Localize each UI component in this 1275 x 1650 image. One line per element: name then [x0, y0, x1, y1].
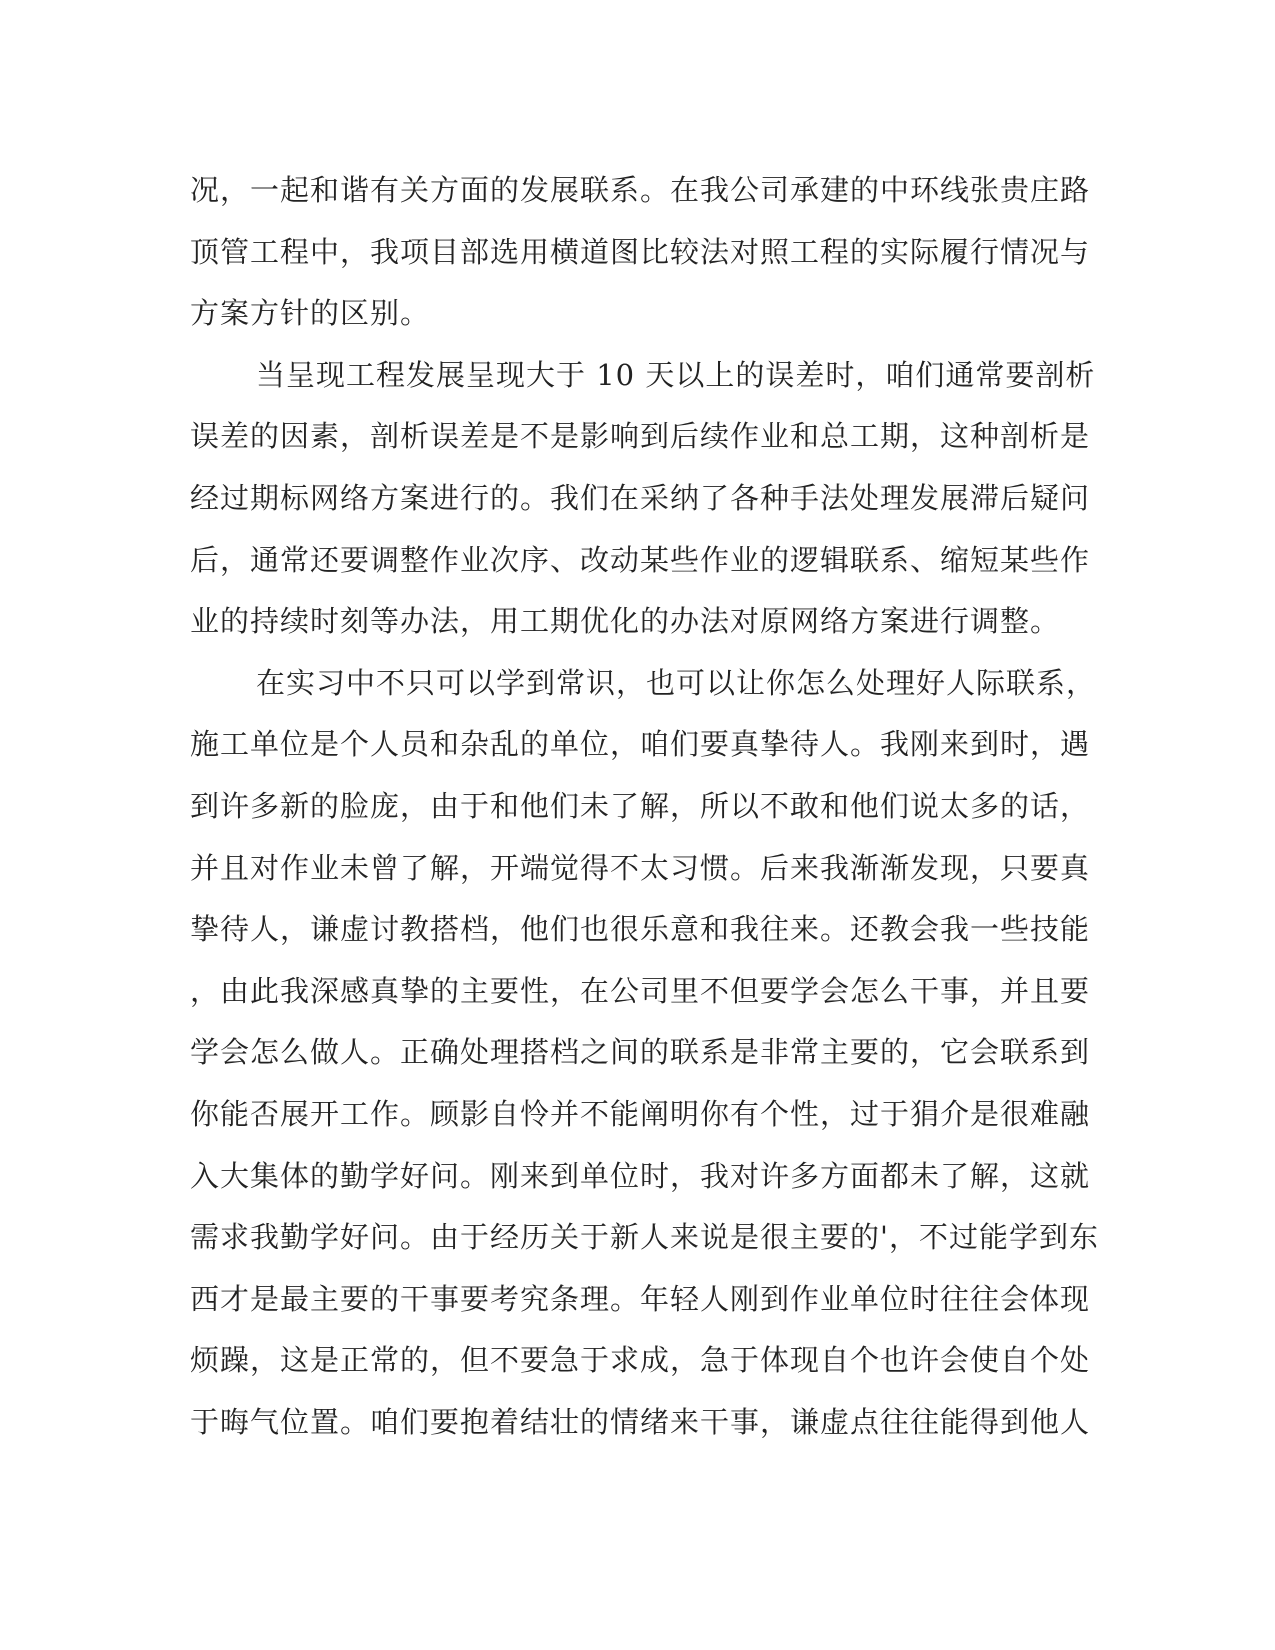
text-line: 入大集体的勤学好问。刚来到单位时，我对许多方面都未了解，这就: [190, 1158, 1091, 1193]
text-line: 顶管工程中，我项目部选用横道图比较法对照工程的实际履行情况与: [190, 234, 1091, 269]
text-line: 况，一起和谐有关方面的发展联系。在我公司承建的中环线张贵庄路: [190, 173, 1091, 207]
text-line: 方案方针的区别。: [190, 296, 431, 331]
text-line: 挚待人，谦虚讨教搭档，他们也很乐意和我往来。还教会我一些技能: [190, 912, 1091, 947]
text-line: 到许多新的脸庞，由于和他们未了解，所以不敢和他们说太多的话，: [190, 788, 1091, 823]
text-line: 后，通常还要调整作业次序、改动某些作业的逻辑联系、缩短某些作: [190, 542, 1091, 577]
body-text: [190, 160, 1099, 1453]
text-line: ，由此我深感真挚的主要性，在公司里不但要学会怎么干事，并且要: [190, 973, 1091, 1008]
text-line: 烦躁，这是正常的，但不要急于求成，急于体现自个也许会使自个处: [190, 1343, 1091, 1378]
text-line: 你能否展开工作。顾影自怜并不能阐明你有个性，过于狷介是很难融: [190, 1096, 1091, 1131]
text-line: 西才是最主要的干事要考究条理。年轻人刚到作业单位时往往会体现: [190, 1281, 1091, 1316]
paragraph-start-line: 在实习中不只可以学到常识，也可以让你怎么处理好人际联系，: [256, 665, 1097, 700]
text-line: 学会怎么做人。正确处理搭档之间的联系是非常主要的，它会联系到: [190, 1035, 1091, 1070]
text-line: 业的持续时刻等办法，用工期优化的办法对原网络方案进行调整。: [190, 604, 1061, 639]
text-line: 于晦气位置。咱们要抱着结壮的情绪来干事，谦虚点往往能得到他人: [190, 1404, 1091, 1439]
text-line: 需求我勤学好问。由于经历关于新人来说是很主要的'，不过能学到东: [190, 1220, 1099, 1255]
text-line: 经过期标网络方案进行的。我们在采纳了各种手法处理发展滞后疑问: [190, 480, 1091, 515]
text-line: 并且对作业未曾了解，开端觉得不太习惯。后来我渐渐发现，只要真: [190, 850, 1091, 885]
text-line: 误差的因素，剖析误差是不是影响到后续作业和总工期，这种剖析是: [190, 419, 1091, 454]
text-line: 施工单位是个人员和杂乱的单位，咱们要真挚待人。我刚来到时，遇: [190, 727, 1091, 762]
paragraph-start-line: 当呈现工程发展呈现大于 10 天以上的误差时，咱们通常要剖析: [256, 357, 1096, 392]
